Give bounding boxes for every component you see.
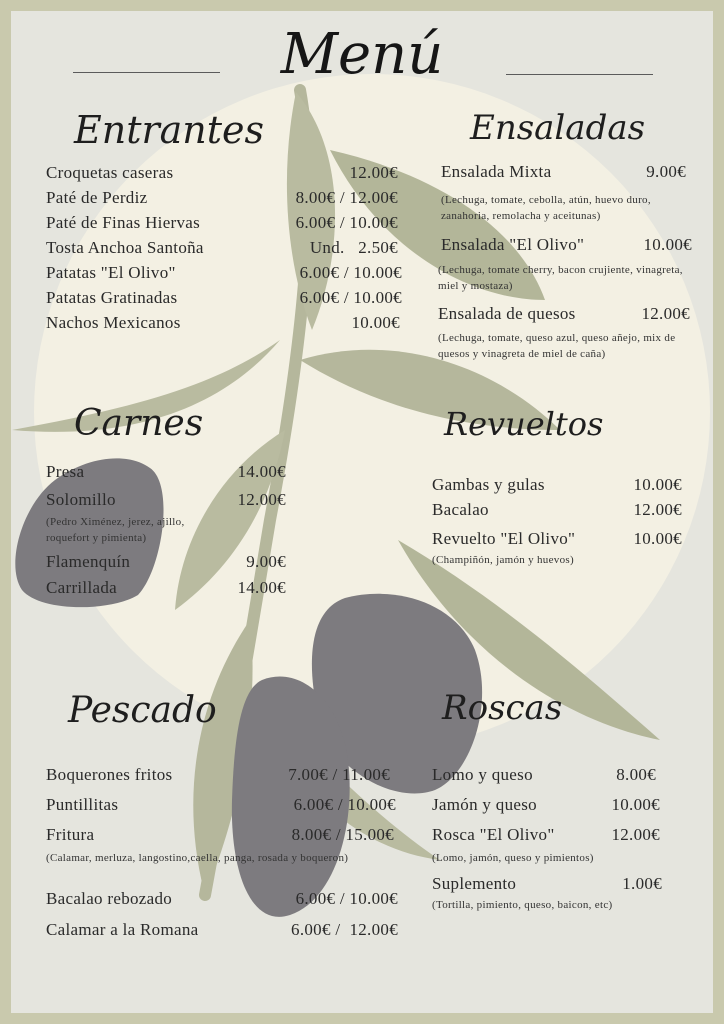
menu-item-note: (Calamar, merluza, langostino,caella, panga, rosada y boqueron) [46, 852, 349, 864]
menu-item-name: Puntillitas [46, 795, 119, 814]
menu-item-price: 7.00€ / 11.00€ [288, 765, 390, 784]
menu-item-price: 8.00€ / 15.00€ [291, 825, 394, 844]
menu-item-name: Bacalao [432, 500, 489, 519]
roscas-heading: Roscas [442, 688, 563, 728]
menu-item-price: 14.00€ [237, 578, 286, 597]
menu-item-name: Gambas y gulas [432, 475, 545, 494]
menu-item-name: Flamenquín [46, 552, 131, 571]
menu-item-name: Solomillo [46, 490, 116, 509]
menu-item-name: Paté de Perdiz [46, 188, 148, 207]
menu-item-price: 8.00€ / 12.00€ [295, 188, 398, 207]
menu-item-price: 12.00€ [611, 825, 660, 844]
menu-item-price: Und. 2.50€ [309, 238, 398, 257]
menu-item-price: 10.00€ [611, 795, 660, 814]
menu-item-price: 9.00€ [646, 162, 686, 181]
menu-item-price: 14.00€ [237, 462, 286, 481]
menu-item-price: 10.00€ [633, 529, 682, 548]
menu-item-note: (Lechuga, tomate, cebolla, atún, huevo duro, zanahoria, remolacha y aceitunas) [441, 194, 651, 222]
menu-item-name: Lomo y queso [432, 765, 533, 784]
menu-item-note: (Champiñón, jamón y huevos) [432, 554, 574, 566]
menu-item-price: 12.00€ [641, 304, 690, 323]
menu-item-name: Carrillada [46, 578, 117, 597]
menu-item-name: Croquetas caseras [46, 163, 174, 182]
menu-item-note: (Lomo, jamón, queso y pimientos) [432, 852, 594, 864]
menu-item-name: Paté de Finas Hiervas [46, 213, 201, 232]
menu-item-name: Suplemento [432, 874, 517, 893]
menu-item-price: 6.00€ / 10.00€ [295, 213, 398, 232]
menu-item-name: Nachos Mexicanos [46, 313, 181, 332]
menu-item-price: 6.00€ / 10.00€ [295, 889, 398, 908]
title-rule-left [73, 72, 220, 73]
pescado-heading: Pescado [68, 690, 217, 731]
menu-item-name: Ensalada "El Olivo" [441, 235, 585, 254]
menu-item-name: Boquerones fritos [46, 765, 173, 784]
menu-item-price: 8.00€ [616, 765, 656, 784]
menu-item-price: 9.00€ [246, 552, 286, 571]
menu-item-name: Calamar a la Romana [46, 920, 199, 939]
menu-item-name: Presa [46, 462, 85, 481]
menu-item-name: Patatas Gratinadas [46, 288, 178, 307]
menu-item-price: 6.00€ / 10.00€ [293, 795, 396, 814]
menu-item-price: 10.00€ [351, 313, 400, 332]
ensaladas-heading: Ensaladas [470, 108, 646, 148]
carnes-heading: Carnes [74, 403, 204, 444]
entrantes-heading: Entrantes [74, 108, 265, 152]
menu-item-price: 12.00€ [237, 490, 286, 509]
menu-item-name: Ensalada Mixta [441, 162, 552, 181]
menu-item-name: Rosca "El Olivo" [432, 825, 555, 844]
revueltos-heading: Revueltos [444, 405, 604, 443]
menu-item-price: 12.00€ [349, 163, 398, 182]
menu-item-price: 10.00€ [643, 235, 692, 254]
menu-item-name: Revuelto "El Olivo" [432, 529, 576, 548]
menu-item-price: 12.00€ [633, 500, 682, 519]
menu-item-note: (Pedro Ximénez, jerez, ajillo, roquefort y pimienta) [46, 516, 185, 544]
menu-item-note: (Tortilla, pimiento, queso, baicon, etc) [432, 899, 613, 911]
menu-item-name: Tosta Anchoa Santoña [46, 238, 204, 257]
menu-item-name: Ensalada de quesos [438, 304, 576, 323]
menu-item-price: 6.00€ / 10.00€ [299, 288, 402, 307]
menu-item-name: Fritura [46, 825, 95, 844]
menu-item-price: 6.00€ / 12.00€ [291, 920, 398, 939]
menu-item-price: 10.00€ [633, 475, 682, 494]
menu-item-price: 1.00€ [622, 874, 662, 893]
menu-item-name: Bacalao rebozado [46, 889, 173, 908]
menu-item-note: (Lechuga, tomate cherry, bacon crujiente, vinagreta, miel y mostaza) [438, 264, 683, 292]
title-rule-right [506, 74, 653, 75]
menu-item-name: Jamón y queso [432, 795, 537, 814]
menu-item-name: Patatas "El Olivo" [46, 263, 176, 282]
menu-item-price: 6.00€ / 10.00€ [299, 263, 402, 282]
menu-item-note: (Lechuga, tomate, queso azul, queso añejo, mix de quesos y vinagreta de miel de caña) [438, 332, 676, 360]
menu-title: Menú [280, 22, 444, 87]
